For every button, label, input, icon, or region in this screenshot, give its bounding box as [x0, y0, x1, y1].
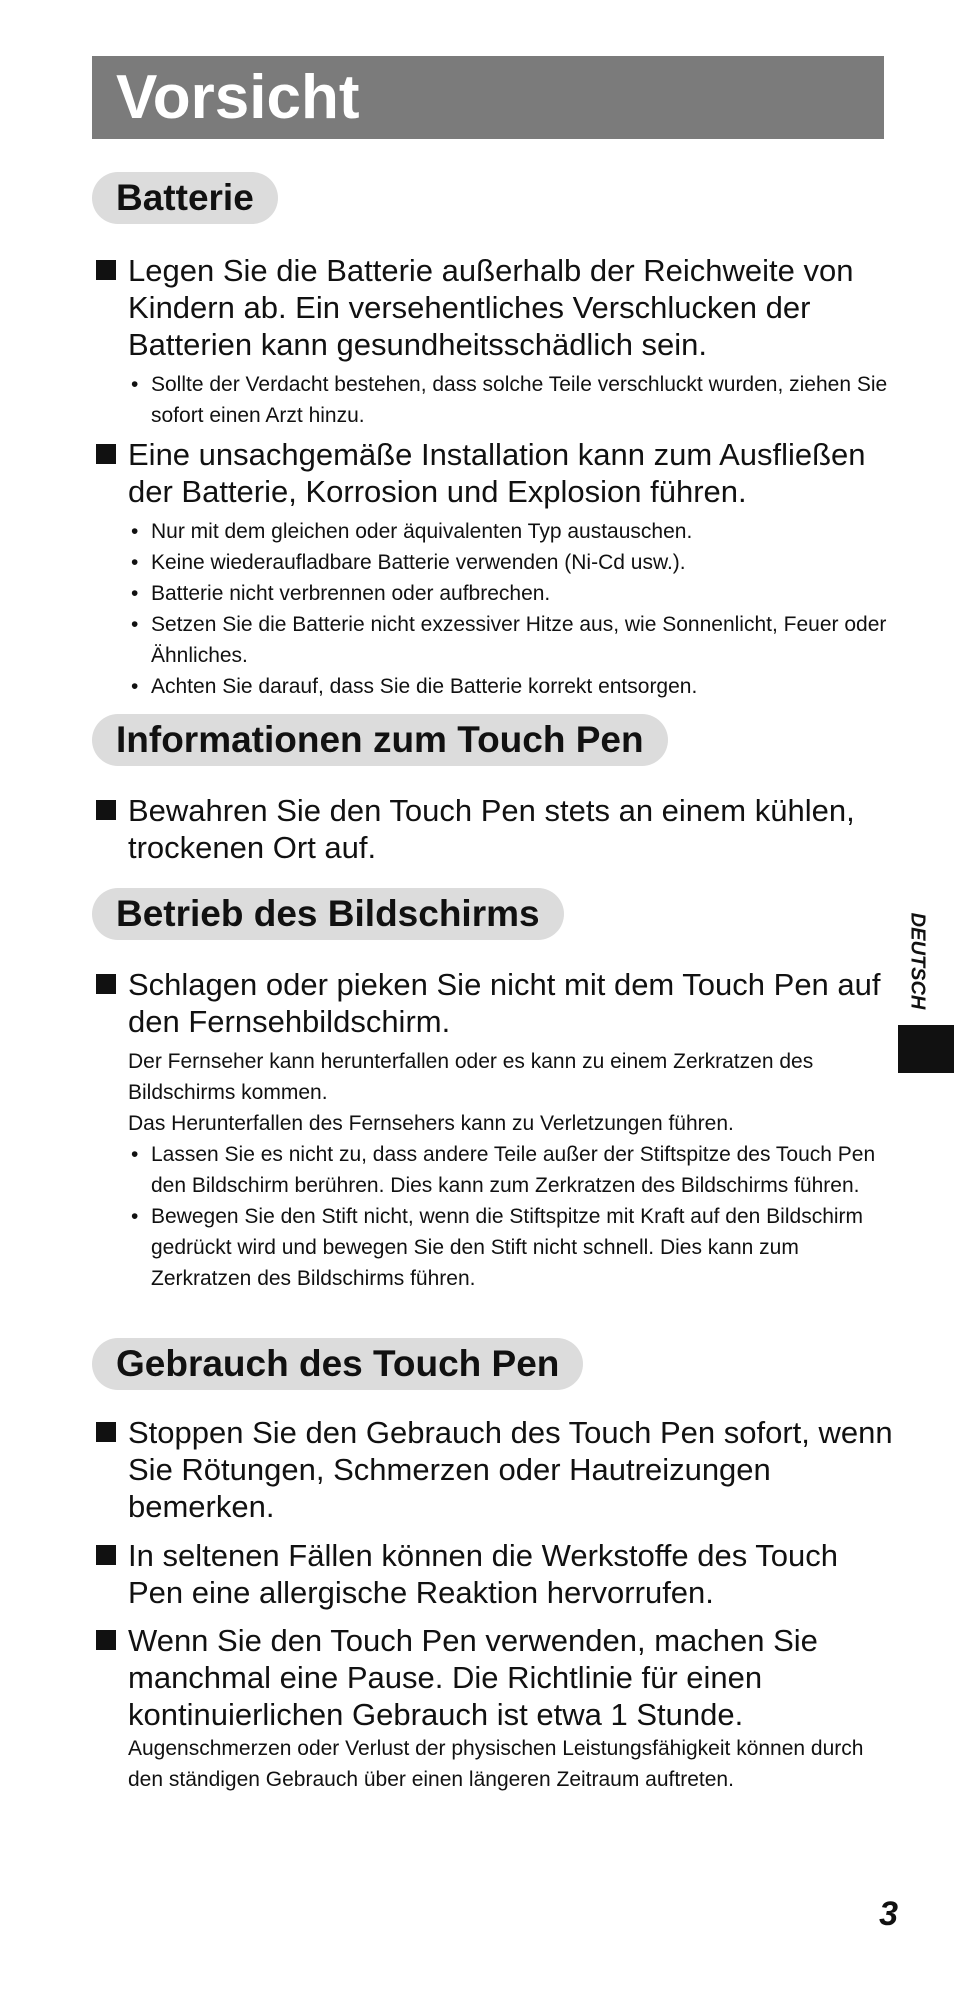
square-bullet-icon: [96, 974, 116, 994]
sub-list: [128, 1139, 896, 1294]
section-heading-touch-pen-info: Informationen zum Touch Pen: [92, 714, 668, 766]
dot-bullet-icon: •: [131, 1143, 139, 1166]
sub-list-item: • Nur mit dem gleichen oder äquivalenten Typ austauschen.: [128, 516, 896, 547]
dot-bullet-icon: •: [131, 675, 139, 698]
list-item: [96, 1622, 896, 1795]
sub-list-item: • Lassen Sie es nicht zu, dass andere Teile außer der Stiftspitze des Touch Pen den Bildschirm berühren. Dies kann zum Zerkratzen des Bildschirms führen.: [128, 1139, 896, 1201]
sub-list: [128, 369, 896, 431]
sub-list-item: • Sollte der Verdacht bestehen, dass solche Teile verschluckt wurden, ziehen Sie sofort einen Arzt hinzu.: [128, 369, 896, 431]
language-side-label: DEUTSCH: [906, 912, 929, 1010]
item-text: In seltenen Fällen können die Werkstoffe des Touch Pen eine allergische Reaktion hervorrufen.: [128, 1538, 839, 1610]
list-item: [96, 1414, 896, 1525]
square-bullet-icon: [96, 1630, 116, 1650]
dot-bullet-icon: •: [131, 1205, 139, 1228]
item-text: Bewahren Sie den Touch Pen stets an einem kühlen, trockenen Ort auf.: [128, 793, 855, 865]
list-item: [96, 252, 896, 431]
list-item: [96, 436, 896, 702]
list-item: [96, 792, 896, 866]
sub-list-item: • Batterie nicht verbrennen oder aufbrechen.: [128, 578, 896, 609]
dot-bullet-icon: •: [131, 613, 139, 636]
item-text: Wenn Sie den Touch Pen verwenden, machen Sie manchmal eine Pause. Die Richtlinie für einen kontinuierlichen Gebrauch ist etwa 1 Stunde.: [128, 1623, 818, 1732]
section-heading-screen-operation: Betrieb des Bildschirms: [92, 888, 564, 940]
item-note: Augenschmerzen oder Verlust der physischen Leistungsfähigkeit können durch den ständigen Gebrauch über einen längeren Zeitraum auftreten.: [128, 1737, 864, 1791]
dot-bullet-icon: •: [131, 551, 139, 574]
square-bullet-icon: [96, 1422, 116, 1442]
page-title: Vorsicht: [116, 63, 360, 132]
item-text: Eine unsachgemäße Installation kann zum Ausfließen der Batterie, Korrosion und Explosion führen.: [128, 437, 866, 509]
square-bullet-icon: [96, 444, 116, 464]
page-title-bar: [92, 56, 884, 139]
list-item: [96, 966, 896, 1294]
dot-bullet-icon: •: [131, 582, 139, 605]
sub-list-item: • Setzen Sie die Batterie nicht exzessiver Hitze aus, wie Sonnenlicht, Feuer oder Ähnliches.: [128, 609, 896, 671]
dot-bullet-icon: •: [131, 520, 139, 543]
page-number: 3: [879, 1895, 898, 1933]
item-note: Der Fernseher kann herunterfallen oder es kann zu einem Zerkratzen des Bildschirms kommen.: [128, 1050, 814, 1104]
item-text: Legen Sie die Batterie außerhalb der Reichweite von Kindern ab. Ein versehentliches Verschlucken der Batterien kann gesundheitsschädlich sein.: [128, 253, 854, 362]
language-tab-marker: [898, 1025, 954, 1073]
item-text: Schlagen oder pieken Sie nicht mit dem Touch Pen auf den Fernsehbildschirm.: [128, 967, 881, 1039]
section-heading-batterie: Batterie: [92, 172, 278, 224]
sub-list-item: • Keine wiederaufladbare Batterie verwenden (Ni-Cd usw.).: [128, 547, 896, 578]
sub-list: [128, 516, 896, 702]
square-bullet-icon: [96, 800, 116, 820]
section-heading-touch-pen-use: Gebrauch des Touch Pen: [92, 1338, 583, 1390]
square-bullet-icon: [96, 1545, 116, 1565]
item-note: Das Herunterfallen des Fernsehers kann zu Verletzungen führen.: [128, 1112, 734, 1135]
list-item: [96, 1537, 896, 1611]
dot-bullet-icon: •: [131, 373, 139, 396]
sub-list-item: • Bewegen Sie den Stift nicht, wenn die Stiftspitze mit Kraft auf den Bildschirm gedrückt wird und bewegen Sie den Stift nicht schnell. Dies kann zum Zerkratzen des Bildschirms führen.: [128, 1201, 896, 1294]
square-bullet-icon: [96, 260, 116, 280]
item-text: Stoppen Sie den Gebrauch des Touch Pen sofort, wenn Sie Rötungen, Schmerzen oder Hautreizungen bemerken.: [128, 1415, 893, 1524]
sub-list-item: • Achten Sie darauf, dass Sie die Batterie korrekt entsorgen.: [128, 671, 896, 702]
